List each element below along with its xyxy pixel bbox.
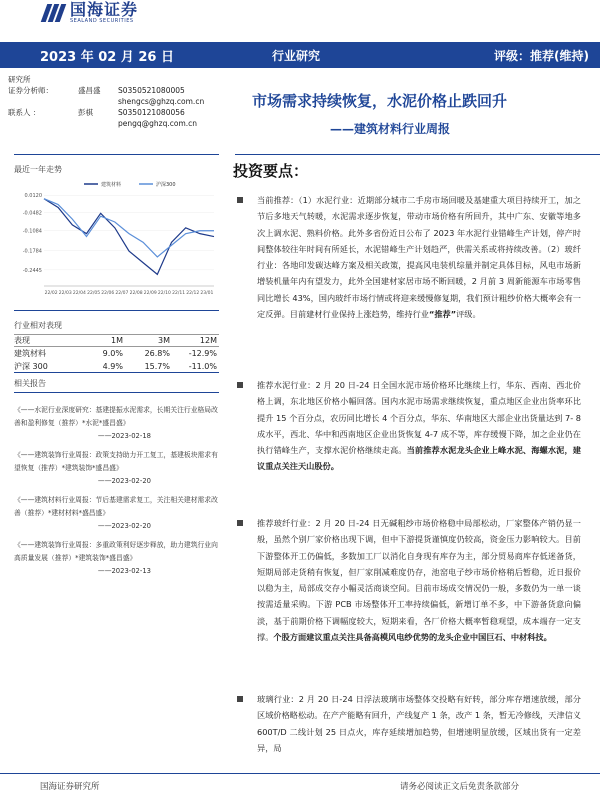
related-report-date: ——2023-02-20 bbox=[97, 522, 151, 530]
footer-disclaimer: 请务必阅读正文后免责条款部分 bbox=[400, 782, 520, 792]
bullet-text: 当前推荐：（1）水泥行业：近期部分城市二手房市场回暖及基建重大项目持续开工，加之节后多地天气转暖，水泥需求逐步恢复，带动市场价格有所回升，其中广东、安徽等地多次上调水泥、熟料价格。此外多省份近日公布了 2023 年水泥行业错峰生产计划，停产时间整体较往年时间有所延长，水泥错峰生产计划趋严，供需关系或将持续改善。（2）玻纤行业：各地印发碳达峰方案及相关政策，提高风电装机综量并制定具体目标，风电市场新增装机量年内有望发力，此外全国建材家居市场不断回暖，2 月前 3 周新能源车市场零售同比增长 43%，国内玻纤市场行情或将迎来缓慢修复期，我们预计粗纱价格大概率会有一定反弹。目前建材行业保持上涨趋势，维持行业 bbox=[257, 195, 581, 320]
related-report-title[interactable]: 《——建筑装饰行业周报：多重政策利好逐步释放，助力建筑行业向高质量发展（推荐）*建筑装饰*盛昌盛》 bbox=[14, 541, 218, 562]
perf-cell: 26.8% bbox=[144, 349, 170, 358]
company-logo bbox=[40, 2, 138, 24]
bullet-bold-text: “推荐” bbox=[428, 309, 457, 320]
legend-label: 沪深300 bbox=[156, 182, 176, 188]
report-title: 市场需求持续恢复，水泥价格止跌回升 bbox=[252, 92, 508, 110]
analyst-email[interactable]: shengcs@ghzq.com.cn bbox=[118, 97, 205, 106]
x-tick-label: 22/11 bbox=[172, 291, 186, 296]
analyst-id: S0350521080005 bbox=[118, 86, 185, 95]
y-tick-label: -0.1784 bbox=[22, 248, 42, 255]
bullet-text: 玻璃行业：2 月 20 日-24 日浮法玻璃市场整体交投略有好转，部分库存增速放缓，部分区域价格略松动。在产产能略有回升，产线复产 1 条，改产 1 条，暂无冷修线，天津信义 600T/D 二线计划 25 日点火，库存延续增加趋势，但增速明显放缓，区域出货有一定差异，局 bbox=[257, 694, 581, 753]
bullet-bold-text: 当前推荐水泥龙头企业上峰水泥、海螺水泥，建议重点关注天山股份。 bbox=[257, 445, 581, 472]
dept-label: 研究所 bbox=[8, 75, 31, 84]
logo-cn: 国海证券 bbox=[70, 0, 139, 19]
divider bbox=[14, 310, 219, 311]
legend-label: 建筑材料 bbox=[101, 182, 122, 188]
perf-cell: -11.0% bbox=[188, 361, 217, 371]
analyst-info bbox=[8, 74, 204, 129]
x-tick-label: 22/07 bbox=[115, 291, 129, 296]
x-tick-label: 22/10 bbox=[157, 291, 171, 296]
report-subtitle: ——建筑材料行业周报 bbox=[330, 122, 451, 136]
analyst-name: 盛昌盛 bbox=[78, 86, 101, 95]
perf-header-cell: 1M bbox=[111, 336, 123, 345]
bullet-square-icon bbox=[237, 520, 243, 526]
invest-bullets bbox=[237, 192, 585, 755]
bullet-square-icon bbox=[237, 696, 243, 702]
list-item[interactable] bbox=[14, 494, 219, 533]
contact-email[interactable]: pengq@ghzq.com.cn bbox=[118, 119, 198, 128]
divider bbox=[14, 392, 219, 393]
x-tick-label: 22/04 bbox=[72, 291, 86, 296]
x-tick-label: 22/05 bbox=[87, 291, 101, 296]
related-report-date: ——2023-02-18 bbox=[97, 432, 151, 440]
x-tick-label: 22/12 bbox=[186, 291, 200, 296]
perf-cell: 9.0% bbox=[102, 349, 123, 358]
bullet-bold-text: 个股方面建议重点关注具备高模风电纱优势的龙头企业中国巨石、中材科技。 bbox=[273, 632, 552, 643]
footer-divider bbox=[0, 773, 600, 774]
x-tick-label: 22/03 bbox=[58, 291, 72, 296]
perf-header-cell: 12M bbox=[199, 336, 217, 345]
divider bbox=[235, 154, 600, 155]
related-report-date: ——2023-02-13 bbox=[97, 567, 151, 575]
perf-header-cell: 3M bbox=[158, 336, 170, 345]
x-tick-label: 22/02 bbox=[44, 291, 58, 296]
bullet-current-recommendation bbox=[237, 192, 585, 370]
list-item[interactable] bbox=[14, 404, 219, 443]
list-item[interactable] bbox=[14, 449, 219, 488]
bullet-text: 推荐水泥行业：2 月 20 日-24 日全国水泥市场价格环比继续上行，华东、西南、西北价格上调，东北地区价格小幅回落。国内水泥市场需求继续恢复，重点地区企业出货率环比提升 15 个百分点，农历同比增长 4 个百分点，华东、华南地区大部企业出货量达到 7- 8 成水平，西北、华中和西南地区企业出货恢复 4-7 成不等，库存缓慢下降，加之企业仍在执行错峰生产，支撑水泥价格继续走高。 bbox=[257, 380, 581, 456]
footer-left: 国海证券研究所 bbox=[40, 782, 100, 792]
x-tick-label: 22/09 bbox=[143, 291, 157, 296]
contact-name: 彭棋 bbox=[78, 108, 93, 117]
y-tick-label: 0.0120 bbox=[24, 193, 42, 200]
perf-cell: 建筑材料 bbox=[14, 349, 46, 358]
perf-header-row bbox=[14, 334, 219, 347]
x-tick-label: 22/06 bbox=[101, 291, 115, 296]
report-date: 2023 年 02 月 26 日 bbox=[40, 50, 174, 65]
series-line bbox=[44, 199, 214, 257]
related-heading: 相关报告 bbox=[14, 379, 46, 388]
perf-cell: 4.9% bbox=[102, 361, 123, 371]
x-tick-label: 23/01 bbox=[200, 291, 214, 296]
bullet-square-icon bbox=[237, 197, 243, 203]
related-reports bbox=[14, 404, 219, 584]
perf-cell: -12.9% bbox=[188, 349, 217, 358]
divider bbox=[14, 154, 219, 155]
perf-cell: 沪深 300 bbox=[14, 361, 48, 371]
trend-chart bbox=[14, 178, 219, 298]
table-row bbox=[14, 360, 219, 373]
series-line bbox=[44, 199, 214, 275]
bullet-glass bbox=[237, 691, 585, 755]
trend-chart-svg bbox=[14, 178, 219, 298]
perf-header-cell: 表现 bbox=[14, 336, 30, 345]
header-banner bbox=[0, 42, 600, 68]
logo-mark-icon bbox=[40, 2, 66, 24]
y-tick-label: -0.0482 bbox=[22, 210, 42, 217]
invest-heading: 投资要点： bbox=[233, 162, 309, 180]
y-tick-label: -0.1084 bbox=[22, 228, 42, 235]
contact-id: S0350121080056 bbox=[118, 108, 185, 117]
table-row bbox=[14, 347, 219, 360]
related-report-title[interactable]: 《——建筑材料行业周报：节后基建需求复工，关注相关建材需求改善（推荐）*建材材料*盛昌盛》 bbox=[14, 496, 218, 517]
analyst-label: 证券分析师： bbox=[8, 86, 53, 95]
contact-label: 联系人 ： bbox=[8, 108, 41, 117]
list-item[interactable] bbox=[14, 539, 219, 578]
bullet-cement bbox=[237, 377, 585, 506]
perf-heading: 行业相对表现 bbox=[14, 321, 62, 330]
perf-cell: 15.7% bbox=[144, 361, 170, 371]
report-type: 行业研究 bbox=[272, 49, 321, 63]
bullet-fiberglass bbox=[237, 515, 585, 677]
related-report-title[interactable]: 《——水泥行业深度研究：基建提振水泥需求，长期关注行业格局改善和盈利修复（推荐）*水泥*盛昌盛》 bbox=[14, 406, 218, 427]
related-report-date: ——2023-02-20 bbox=[97, 477, 151, 485]
bullet-square-icon bbox=[237, 382, 243, 388]
bullet-text: 推荐玻纤行业：2 月 20 日-24 日无碱粗纱市场价格稳中局部松动，厂家整体产销仍显一般，虽然个别厂家价格出现下调，但中下游提货谨慎度仍较高，资金压力影响较大。目前下游整体开工仍偏低，多数加工厂以消化自身现有库存为主，部分贸易商库存低迷备货，短期局部走货稍有恢复，但厂家削减难度仍存，池窑电子纱市场价格稍后暂稳，近日报价以稳为主，局部成交存小幅灵活商谈空间。目前市场成交情况仍一般，多数仍为一单一谈按需适量采购。下游 PCB 市场整体开工率持续偏低，新增订单不多，中下游备货意向偏淡，基于前期价格下调幅度较大，短期来看，各厂价格大概率暂稳观望，成本端存一定支撑。 bbox=[257, 518, 581, 643]
bullet-text: 评级。 bbox=[456, 309, 481, 320]
report-rating: 评级：推荐(维持) bbox=[494, 49, 589, 63]
logo-en: SEALAND SECURITIES bbox=[70, 18, 134, 24]
y-tick-label: -0.2445 bbox=[22, 267, 42, 274]
related-report-title[interactable]: 《——建筑装饰行业周报：政策支持助力开工复工，基建板块需求有望恢复（推荐）*建筑装饰*盛昌盛》 bbox=[14, 451, 218, 472]
x-tick-label: 22/08 bbox=[129, 291, 143, 296]
chart-heading: 最近一年走势 bbox=[14, 165, 62, 174]
perf-table bbox=[14, 334, 219, 373]
